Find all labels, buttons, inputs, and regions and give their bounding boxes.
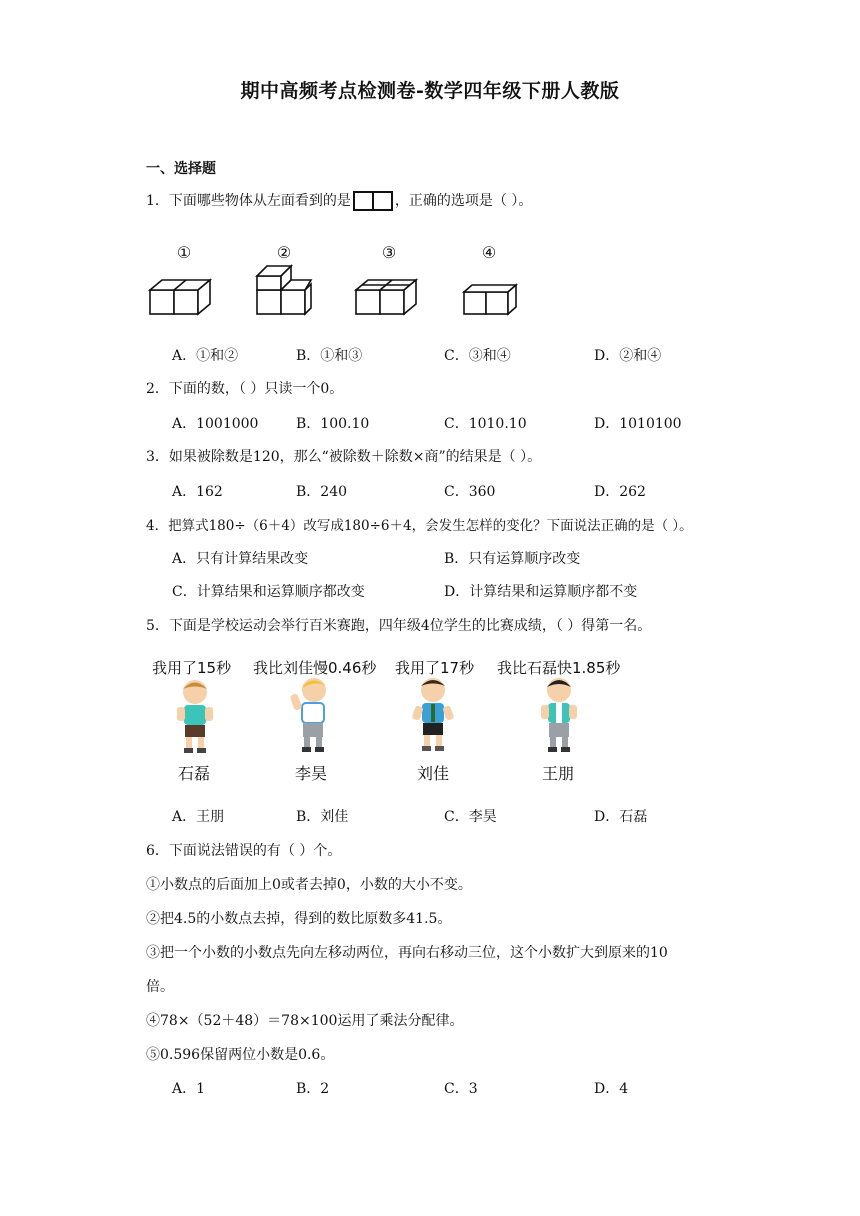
question-4-stem: 4．把算式180÷（6＋4）改写成180÷6＋4，会发生怎样的变化？下面说法正确的是（ ）。 (146, 518, 693, 534)
section-heading: 一、选择题 (146, 161, 216, 177)
q6-statement-5: ⑤0.596保留两位小数是0.6。 (146, 1047, 335, 1063)
q5-option-d[interactable]: D．石磊 (594, 809, 648, 825)
question-3-stem: 3．如果被除数是120，那么“被除数＋除数×商”的结果是（ ）。 (146, 449, 542, 465)
child-name-wangpeng: 王朋 (542, 764, 575, 783)
left-view-icon (353, 191, 393, 211)
page-title: 期中高频考点检测卷-数学四年级下册人教版 (240, 80, 620, 102)
q5-option-c[interactable]: C．李昊 (444, 809, 497, 825)
q6-statement-4: ④78×（52＋48）＝78×100运用了乘法分配律。 (146, 1013, 464, 1029)
speech-bubble-liujia: 我用了17秒 (395, 659, 475, 677)
question-5-stem: 5．下面是学校运动会举行百米赛跑，四年级4位学生的比赛成绩，（ ）得第一名。 (146, 618, 652, 634)
child-name-liujia: 刘佳 (417, 764, 450, 783)
child-name-lihao: 李昊 (295, 764, 328, 783)
question-6-stem: 6．下面说法错误的有（ ）个。 (146, 843, 342, 859)
q6-option-a[interactable]: A．1 (172, 1081, 206, 1097)
q3-option-b[interactable]: B．240 (296, 484, 348, 500)
q6-statement-1: ①小数点的后面加上0或者去掉0，小数的大小不变。 (146, 877, 472, 893)
q4-option-a[interactable]: A．只有计算结果改变 (172, 551, 309, 567)
child-liujia-icon (410, 674, 456, 754)
speech-bubble-lihao: 我比刘佳慢0.46秒 (253, 659, 377, 677)
cube-figure-3 (354, 276, 418, 318)
q1-option-c[interactable]: C．③和④ (444, 348, 511, 364)
q6-statement-3: ③把一个小数的小数点先向左移动两位，再向右移动三位，这个小数扩大到原来的10 (146, 945, 668, 961)
q5-option-a[interactable]: A．王朋 (172, 809, 225, 825)
question-2-stem: 2．下面的数，（ ）只读一个0。 (146, 381, 344, 397)
q2-option-b[interactable]: B．100.10 (296, 416, 370, 432)
q1-stem-before: 1．下面哪些物体从左面看到的是 (146, 193, 351, 209)
child-shilei-icon (172, 676, 218, 754)
q1-option-d[interactable]: D．②和④ (594, 348, 662, 364)
q3-option-d[interactable]: D．262 (594, 484, 646, 500)
cube-figure-1 (148, 276, 212, 318)
figure-label-3: ③ (381, 243, 397, 262)
q6-option-c[interactable]: C．3 (444, 1081, 478, 1097)
child-lihao-icon (288, 674, 334, 754)
q4-option-b[interactable]: B．只有运算顺序改变 (444, 551, 581, 567)
q4-option-d[interactable]: D．计算结果和运算顺序都不变 (444, 584, 638, 600)
question-1-stem (146, 190, 532, 211)
q2-option-d[interactable]: D．1010100 (594, 416, 682, 432)
child-name-shilei: 石磊 (178, 764, 211, 783)
figure-label-4: ④ (481, 243, 497, 262)
speech-bubble-shilei: 我用了15秒 (152, 659, 232, 677)
q5-option-b[interactable]: B．刘佳 (296, 809, 349, 825)
cube-figure-4 (462, 282, 518, 318)
q2-option-a[interactable]: A．1001000 (172, 416, 259, 432)
figure-label-2: ② (276, 243, 292, 262)
q6-statement-3-cont: 倍。 (146, 979, 174, 995)
q3-option-c[interactable]: C．360 (444, 484, 496, 500)
cube-figure-2 (255, 262, 313, 318)
speech-bubble-wangpeng: 我比石磊快1.85秒 (497, 659, 621, 677)
q1-stem-after: ，正确的选项是（ ）。 (394, 193, 533, 209)
q6-option-d[interactable]: D．4 (594, 1081, 629, 1097)
q3-option-a[interactable]: A．162 (172, 484, 223, 500)
child-wangpeng-icon (536, 674, 582, 754)
q6-option-b[interactable]: B．2 (296, 1081, 330, 1097)
q6-statement-2: ②把4.5的小数点去掉，得到的数比原数多41.5。 (146, 911, 452, 927)
q1-option-a[interactable]: A．①和② (172, 348, 239, 364)
q4-option-c[interactable]: C．计算结果和运算顺序都改变 (172, 584, 365, 600)
q2-option-c[interactable]: C．1010.10 (444, 416, 527, 432)
q1-option-b[interactable]: B．①和③ (296, 348, 363, 364)
figure-label-1: ① (176, 243, 192, 262)
